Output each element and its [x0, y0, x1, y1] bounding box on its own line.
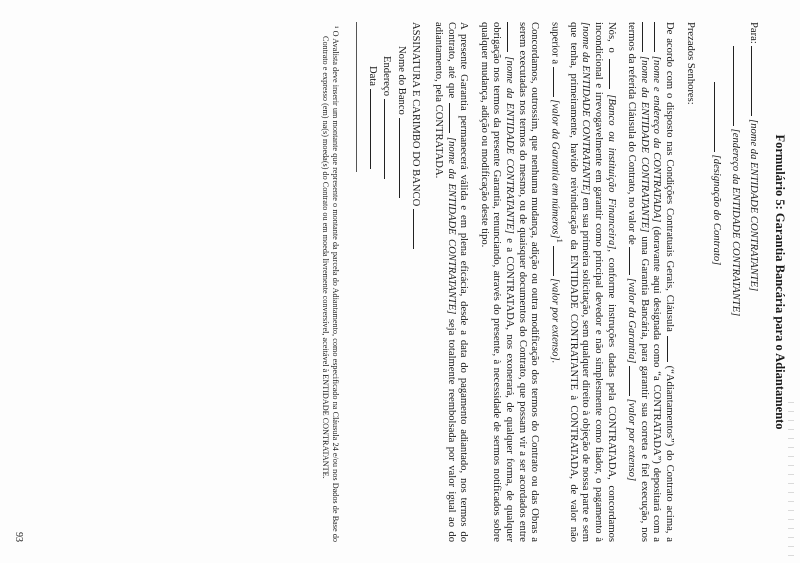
page-number: 93 [13, 532, 24, 542]
footnote: ¹ O Avalista deve inserir um montante que represente o montante da parcela do Adiantamento, como especificado na Cláusula 24 e/ou nos Dados de Base do Contrato e expresso (em) na(s) moeda(s) do Contrato ou em moeda livremente conversível, aceitável à ENTIDADE CONTRATANTE. [321, 26, 341, 542]
signature-row-date: Data [365, 66, 378, 542]
paragraph-4: A presente Garantia permanecerá válida e em plena eficácia, desde a data do pagamento adiantado, nos termos do Contrato, até que [nome da ENTIDADE CONTRATANTE] seja totalmente reembolsada por valor igual ao do adiantamento, pela CONTRATADA. [433, 22, 470, 542]
para-label: Para: [748, 22, 760, 44]
addressee-line [747, 22, 760, 542]
address-line [728, 46, 741, 542]
document-title: Formulário 5: Garantia Bancária para o Adiantamento [773, 134, 787, 430]
contract-line [710, 82, 723, 542]
footnote-separator [356, 22, 357, 172]
paragraph-1: De acordo com o disposto nas Condições Contratuais Gerais, Cláusula (“Adiantamentos”) do Contrato acima, a [nome e endereço da CONTRATADA] (doravante aqui designada como “a CONTRATADA”) depositará com a [nome da ENTIDADE CONTRATANTE] uma Garantia Bancária, para garantir sua correta e fiel execução, nos termos da referida Cláusula do Contrato, no valor de [valor da Garantia] [valor por extenso] [626, 22, 676, 543]
addr-line-3: [designação do Contrato] [711, 154, 723, 266]
signature-row-bank: Nome do Banco [394, 46, 407, 542]
addr-line-2: [endereço da ENTIDADE CONTRATANTE] [729, 128, 741, 317]
paragraph-3: Concordamos, outrossim, que nenhuma mudança, adição ou outra modificação dos termos do Contrato ou das Obras a serem executadas nos termos do mesmo, ou de quaisquer documentos do Contrato, que possam vir a ser acordados entre [nome da ENTIDADE CONTRATANTE] e a CONTRATADA, nos exonerará, de qualquer forma, de qualquer obrigação nos termos da presente Garantia, renunciando, através do presente, à necessidade de sermos notificados sobre qualquer mudança, adição ou modificação deste tipo. [478, 22, 541, 542]
rotated-document [13, 22, 800, 543]
signature-row-address: Endereço [380, 56, 393, 542]
paragraph-2: Nós, o [Banco ou instituição Financeira], conforme instruções dadas pela CONTRATADA, concordamos incondicional e irrevogavelmente em garantir como principal devedor e não simplesmente como fiador, o pagamento à [nome da ENTIDADE CONTRATANTE] em sua primeira solicitação, sem qualquer direito à objeção de nossa parte e sem que tenha, primeiramente, havido reivindicação da ENTIDADE CONTRATANTE à CONTRATADA, de valor não superior a [valor da Garantia em números]$^1$ [valor por extenso]. [549, 22, 617, 543]
signature-heading: ASSINATURA E CARIMBO DO BANCO [409, 22, 422, 542]
signature-block [365, 22, 421, 542]
addr-line-1: [nome da ENTIDADE CONTRATANTE] [748, 119, 760, 292]
salutation: Prezados Senhores: [684, 22, 696, 105]
